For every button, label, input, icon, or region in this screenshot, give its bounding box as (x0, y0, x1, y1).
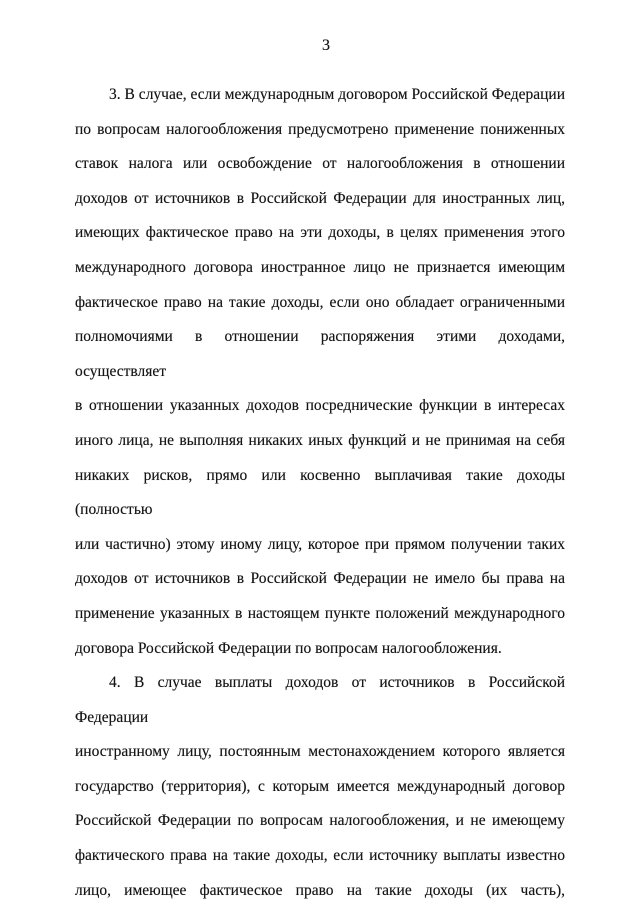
text-line: применение указанных в настоящем пункте положений международного (75, 604, 565, 622)
text-line: по вопросам налогообложения предусмотрено применение пониженных (75, 120, 565, 138)
text-line: международного договора иностранное лицо не признается имеющим (75, 258, 565, 276)
text-line: ставок налога или освобождение от налогообложения в отношении (75, 155, 565, 173)
text-line: фактическое право на такие доходы, если оно обладает ограниченными (75, 293, 565, 311)
text-line: или частично) этому иному лицу, которое при прямом получении таких (75, 535, 565, 553)
document-body (75, 78, 565, 905)
paragraph-clause-3 (75, 78, 565, 666)
text-line: 4. В случае выплаты доходов от источников в Российской Федерации (75, 674, 565, 726)
text-line: никаких рисков, прямо или косвенно выплачивая такие доходы (полностью (75, 466, 565, 519)
text-line: Российской Федерации по вопросам налогообложения, и не имеющему (75, 812, 565, 830)
page-number: 3 (322, 37, 330, 54)
text-line: имеющих фактическое право на эти доходы, в целях применения этого (75, 224, 565, 242)
text-line: иностранному лицу, постоянным местонахождением которого является (75, 743, 565, 761)
text-line: иного лица, не выполняя никаких иных функций и не принимая на себя (75, 431, 565, 449)
text-line: полномочиями в отношении распоряжения этими доходами, осуществляет (75, 328, 565, 380)
text-line: доходов от источников в Российской Федерации для иностранных лиц, (75, 189, 565, 207)
text-line: лицо, имеющее фактическое право на такие доходы (их часть), (75, 881, 565, 899)
paragraph-clause-4 (75, 666, 565, 905)
text-line: фактического права на такие доходы, если источнику выплаты известно (75, 847, 565, 865)
text-line: договора Российской Федерации по вопросам налогообложения. (75, 639, 502, 657)
text-line: государство (территория), с которым имеется международный договор (75, 777, 565, 795)
text-line: 3. В случае, если международным договором Российской Федерации (109, 86, 565, 103)
text-line: в отношении указанных доходов посреднические функции в интересах (75, 397, 565, 415)
text-line: доходов от источников в Российской Федерации не имело бы права на (75, 570, 565, 588)
